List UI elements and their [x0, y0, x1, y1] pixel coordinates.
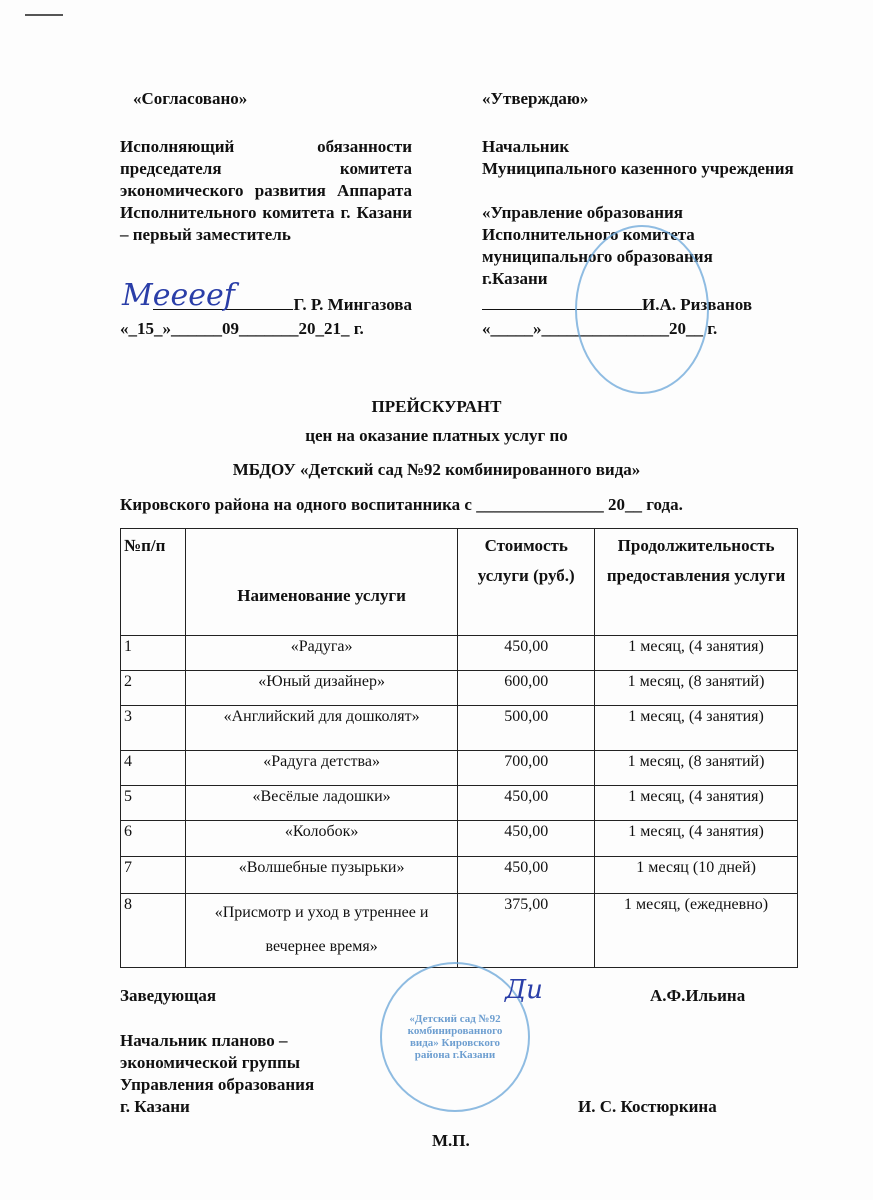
footer-role-1: Заведующая: [120, 986, 217, 1005]
footer-role-2a: Начальник планово –: [120, 1031, 288, 1050]
right-signer: И.А. Ризванов: [482, 294, 782, 316]
service-price: 700,00: [458, 751, 595, 786]
service-name: «Радуга»: [185, 636, 457, 671]
service-duration: 1 месяц, (8 занятий): [595, 671, 798, 706]
service-duration: 1 месяц, (4 занятия): [595, 706, 798, 751]
service-price: 450,00: [458, 786, 595, 821]
table-row: [121, 894, 798, 968]
table-row: [121, 671, 798, 706]
service-duration: 1 месяц (10 дней): [595, 857, 798, 894]
row-number: 4: [121, 751, 186, 786]
col-header-price: Стоимость услуги (руб.): [458, 529, 595, 636]
footer-name-1: А.Ф.Ильина: [650, 986, 746, 1005]
service-price: 500,00: [458, 706, 595, 751]
approved-heading-right: «Утверждаю»: [482, 89, 589, 108]
service-price: 450,00: [458, 857, 595, 894]
col-header-duration: Продолжительность предоставления услуги: [595, 529, 798, 636]
footer-role-2d: г. Казани: [120, 1097, 190, 1116]
service-name: «Колобок»: [185, 821, 457, 857]
doc-subtitle-1: цен на оказание платных услуг по: [305, 426, 568, 445]
footer-role-2c: Управления образования: [120, 1075, 315, 1094]
stamp-top: [575, 225, 709, 394]
left-signer: Г. Р. Мингазова: [120, 294, 412, 316]
doc-title: ПРЕЙСКУРАНТ: [371, 397, 502, 416]
service-duration: 1 месяц, (4 занятия): [595, 786, 798, 821]
service-duration: 1 месяц, (4 занятия): [595, 636, 798, 671]
doc-subtitle-2: МБДОУ «Детский сад №92 комбинированного вида»: [232, 460, 641, 479]
service-duration: 1 месяц, (8 занятий): [595, 751, 798, 786]
service-name: «Волшебные пузырьки»: [185, 857, 457, 894]
right-position-1: Начальник: [482, 137, 570, 156]
price-table: [120, 528, 798, 968]
service-name: «Радуга детства»: [185, 751, 457, 786]
row-number: 5: [121, 786, 186, 821]
row-number: 1: [121, 636, 186, 671]
row-number: 7: [121, 857, 186, 894]
footer-name-2: И. С. Костюркина: [578, 1097, 717, 1116]
col-header-service: Наименование услуги: [185, 529, 457, 636]
table-row: [121, 636, 798, 671]
service-price: 375,00: [458, 894, 595, 968]
left-position-text: Исполняющий обязанности председателя комитета экономического развития Аппарата Исполнительного комитета г. Казани – первый заместитель: [120, 137, 412, 244]
right-date: «_____»_______________20__ г.: [482, 319, 718, 338]
service-price: 600,00: [458, 671, 595, 706]
left-date: «_15_»______09_______20_21_ г.: [120, 319, 364, 338]
service-name: «Присмотр и уход в утреннее и вечернее время»: [185, 894, 457, 968]
table-row: [121, 706, 798, 751]
table-row: [121, 751, 798, 786]
service-duration: 1 месяц, (ежедневно): [595, 894, 798, 968]
table-row: [121, 821, 798, 857]
seal-place-label: М.П.: [432, 1131, 470, 1150]
table-row: [121, 857, 798, 894]
footer-role-2b: экономической группы: [120, 1053, 301, 1072]
col-header-number: №п/п: [121, 529, 186, 636]
row-number: 2: [121, 671, 186, 706]
row-number: 6: [121, 821, 186, 857]
service-price: 450,00: [458, 821, 595, 857]
scan-mark: [25, 14, 63, 16]
row-number: 8: [121, 894, 186, 968]
table-row: [121, 786, 798, 821]
service-duration: 1 месяц, (4 занятия): [595, 821, 798, 857]
table-header-row: [121, 529, 798, 636]
service-name: «Юный дизайнер»: [185, 671, 457, 706]
approved-heading-left: «Согласовано»: [133, 89, 248, 108]
right-position-2: Муниципального казенного учреждения: [482, 159, 794, 178]
right-position-3: «Управление образования Исполнительного комитета муниципального образования г.Казани: [482, 203, 713, 288]
service-price: 450,00: [458, 636, 595, 671]
doc-subtitle-3: Кировского района на одного воспитанника с _______________ 20__ года.: [120, 495, 683, 514]
institution-stamp: «Детский сад №92 комбинированного вида» Кировского района г.Казани: [380, 962, 530, 1112]
service-name: «Весёлые ладошки»: [185, 786, 457, 821]
service-name: «Английский для дошколят»: [185, 706, 457, 751]
left-signature: Meeeef: [122, 278, 235, 313]
director-signature: Ди: [505, 975, 543, 1005]
row-number: 3: [121, 706, 186, 751]
